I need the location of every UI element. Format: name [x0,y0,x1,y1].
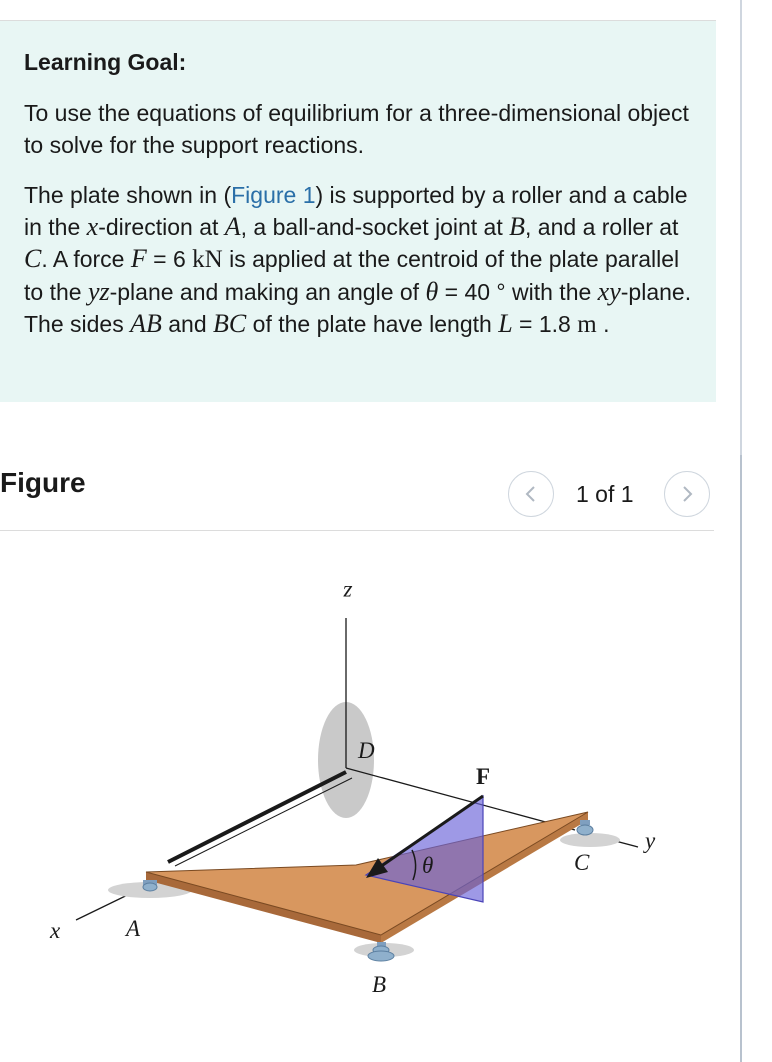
label-A: A [126,916,141,941]
figure-pager: 1 of 1 [576,481,634,507]
support-c-shadow [560,833,620,847]
math-yz: yz [87,277,110,306]
label-C: C [574,850,590,875]
learning-goal-content [24,47,696,341]
math-xy: xy [597,277,621,306]
figure-title: Figure [0,467,86,498]
learning-goal-paragraph: To use the equations of equilibrium for a three-dimensional object to solve for the support reactions. [24,100,689,158]
text-run: ) is supported by a roller and a cable in the [24,182,688,240]
label-B: B [372,972,387,997]
text-run: The plate shown in ( [24,182,232,208]
label-y: y [645,828,656,853]
math-x: x [86,212,99,241]
math-theta: θ [425,277,439,306]
text-run: is applied at the centroid of the plate parallel to the [24,246,680,305]
text-run: = 1.8 [512,311,578,337]
learning-goal-box [0,21,716,402]
math-C: C [24,244,42,273]
chevron-right-icon [679,484,695,504]
math-m: m [577,311,597,338]
text-run: . [596,311,610,337]
text-run: = 6 [146,246,193,272]
math-L: L [498,309,513,338]
next-figure-button[interactable] [664,471,710,517]
figure-divider [0,530,714,531]
math-BC: BC [213,309,247,338]
math-A: A [224,212,241,241]
math-AB: AB [130,309,162,338]
math-B: B [509,212,526,241]
text-run: of the plate have length [246,311,499,337]
problem-statement [24,179,696,341]
math-F: F [130,244,147,273]
figure-1-link[interactable]: Figure 1 [231,182,316,208]
roller-support-a [143,880,157,891]
plate [146,812,588,935]
label-theta: θ [422,853,434,878]
label-x: x [50,918,61,943]
right-border-lower [740,455,742,1062]
text-run: , a ball-and-socket joint at [240,214,510,240]
text-run: -plane. The sides [24,279,692,337]
chevron-left-icon [523,484,539,504]
text-run: = 40 ° with the [438,279,598,305]
cable [168,772,346,862]
previous-figure-button[interactable] [508,471,554,517]
text-run: -plane and making an angle of [109,279,426,305]
label-z: z [343,581,352,606]
text-run: . A force [41,246,131,272]
label-F: F [476,764,491,789]
math-kN: kN [192,246,223,273]
learning-goal-title: Learning Goal: [24,49,187,75]
label-D: D [358,738,375,763]
text-run: , and a roller at [525,214,679,240]
text-run: and [161,311,214,337]
cable-edge [175,778,352,866]
plate-figure [0,540,716,1010]
text-run: -direction at [98,214,225,240]
